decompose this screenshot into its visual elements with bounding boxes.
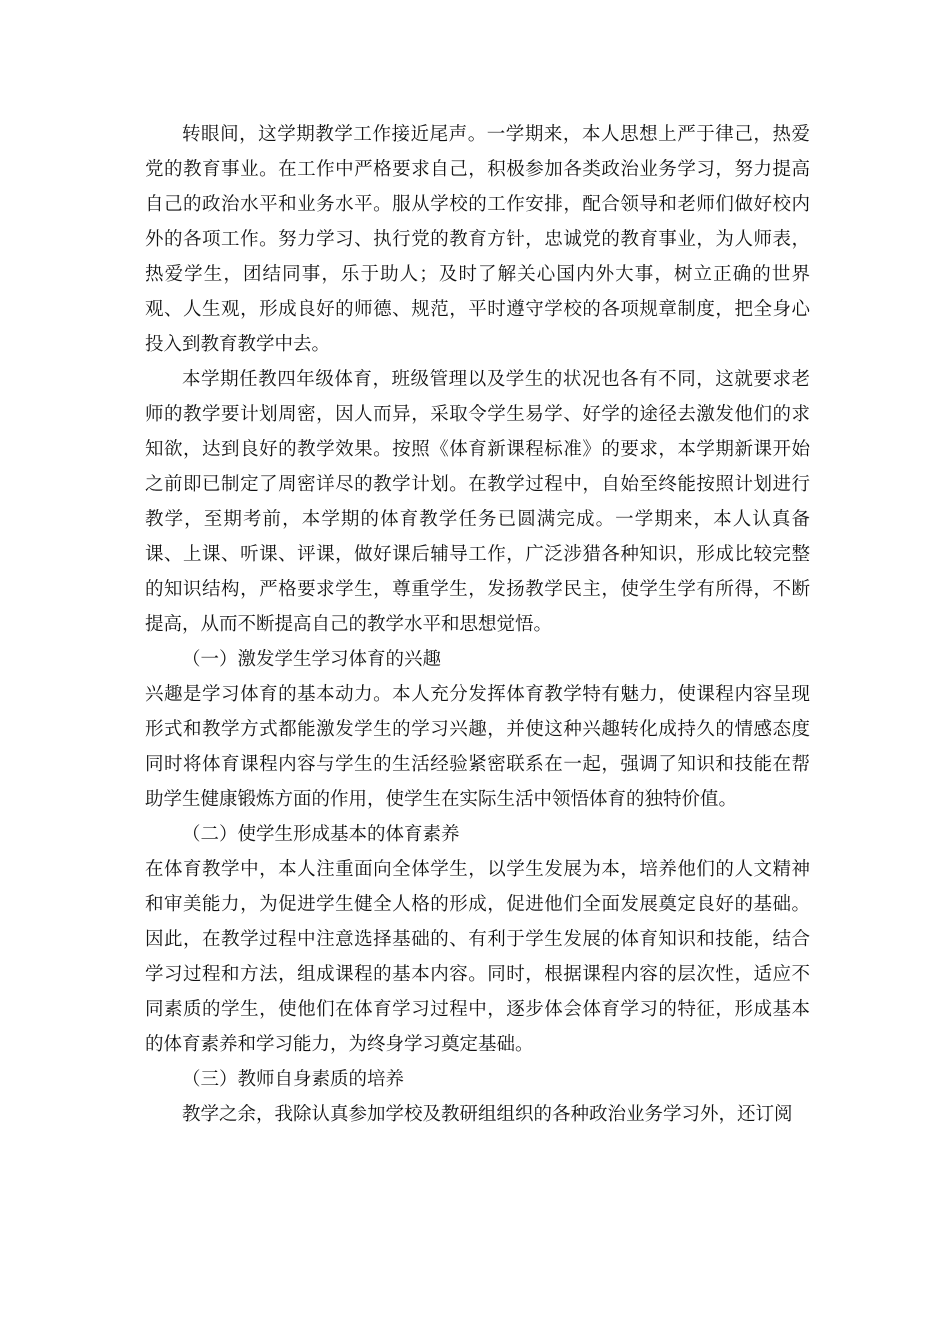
section-2-body: 在体育教学中，本人注重面向全体学生，以学生发展为本，培养他们的人文精神和审美能力，为促进学生健全人格的形成，促进他们全面发展奠定良好的基础。因此，在教学过程中注意选择基础的、有利于学生发展的体育知识和技能，结合学习过程和方法，组成课程的基本内容。同时，根据课程内容的层次性，适应不同素质的学生，使他们在体育学习过程中，逐步体会体育学习的特征，形成基本的体育素养和学习能力，为终身学习奠定基础。 xyxy=(145,859,810,1055)
document-page xyxy=(145,117,810,1132)
section-2-heading: （二）使学生形成基本的体育素养 xyxy=(182,824,460,845)
section-1-heading: （一）激发学生学习体育的兴趣 xyxy=(182,649,442,670)
teaching-paragraph: 本学期任教四年级体育，班级管理以及学生的状况也各有不同，这就要求老师的教学要计划周密，因人而异，采取令学生易学、好学的途径去激发他们的求知欲，达到良好的教学效果。按照《体育新课程标准》的要求，本学期新课开始之前即已制定了周密详尽的教学计划。在教学过程中，自始至终能按照计划进行教学，至期考前，本学期的体育教学任务已圆满完成。一学期来，本人认真备课、上课、听课、评课，做好课后辅导工作，广泛涉猎各种知识，形成比较完整的知识结构，严格要求学生，尊重学生，发扬教学民主，使学生学有所得，不断提高，从而不断提高自己的教学水平和思想觉悟。 xyxy=(145,369,810,635)
section-3-body: 教学之余，我除认真参加学校及教研组组织的各种政治业务学习外，还订阅 xyxy=(182,1104,793,1125)
section-1-body: 兴趣是学习体育的基本动力。本人充分发挥体育教学特有魅力，使课程内容呈现形式和教学方式都能激发学生的学习兴趣，并使这种兴趣转化成持久的情感态度同时将体育课程内容与学生的生活经验紧密联系在一起，强调了知识和技能在帮助学生健康锻炼方面的作用，使学生在实际生活中领悟体育的独特价值。 xyxy=(145,684,810,810)
intro-paragraph: 转眼间，这学期教学工作接近尾声。一学期来，本人思想上严于律己，热爱党的教育事业。在工作中严格要求自己，积极参加各类政治业务学习，努力提高自己的政治水平和业务水平。服从学校的工作安排，配合领导和老师们做好校内外的各项工作。努力学习、执行党的教育方针，忠诚党的教育事业，为人师表，热爱学生，团结同事，乐于助人；及时了解关心国内外大事，树立正确的世界观、人生观，形成良好的师德、规范，平时遵守学校的各项规章制度，把全身心投入到教育教学中去。 xyxy=(145,124,810,355)
section-3-heading: （三）教师自身素质的培养 xyxy=(182,1069,405,1090)
